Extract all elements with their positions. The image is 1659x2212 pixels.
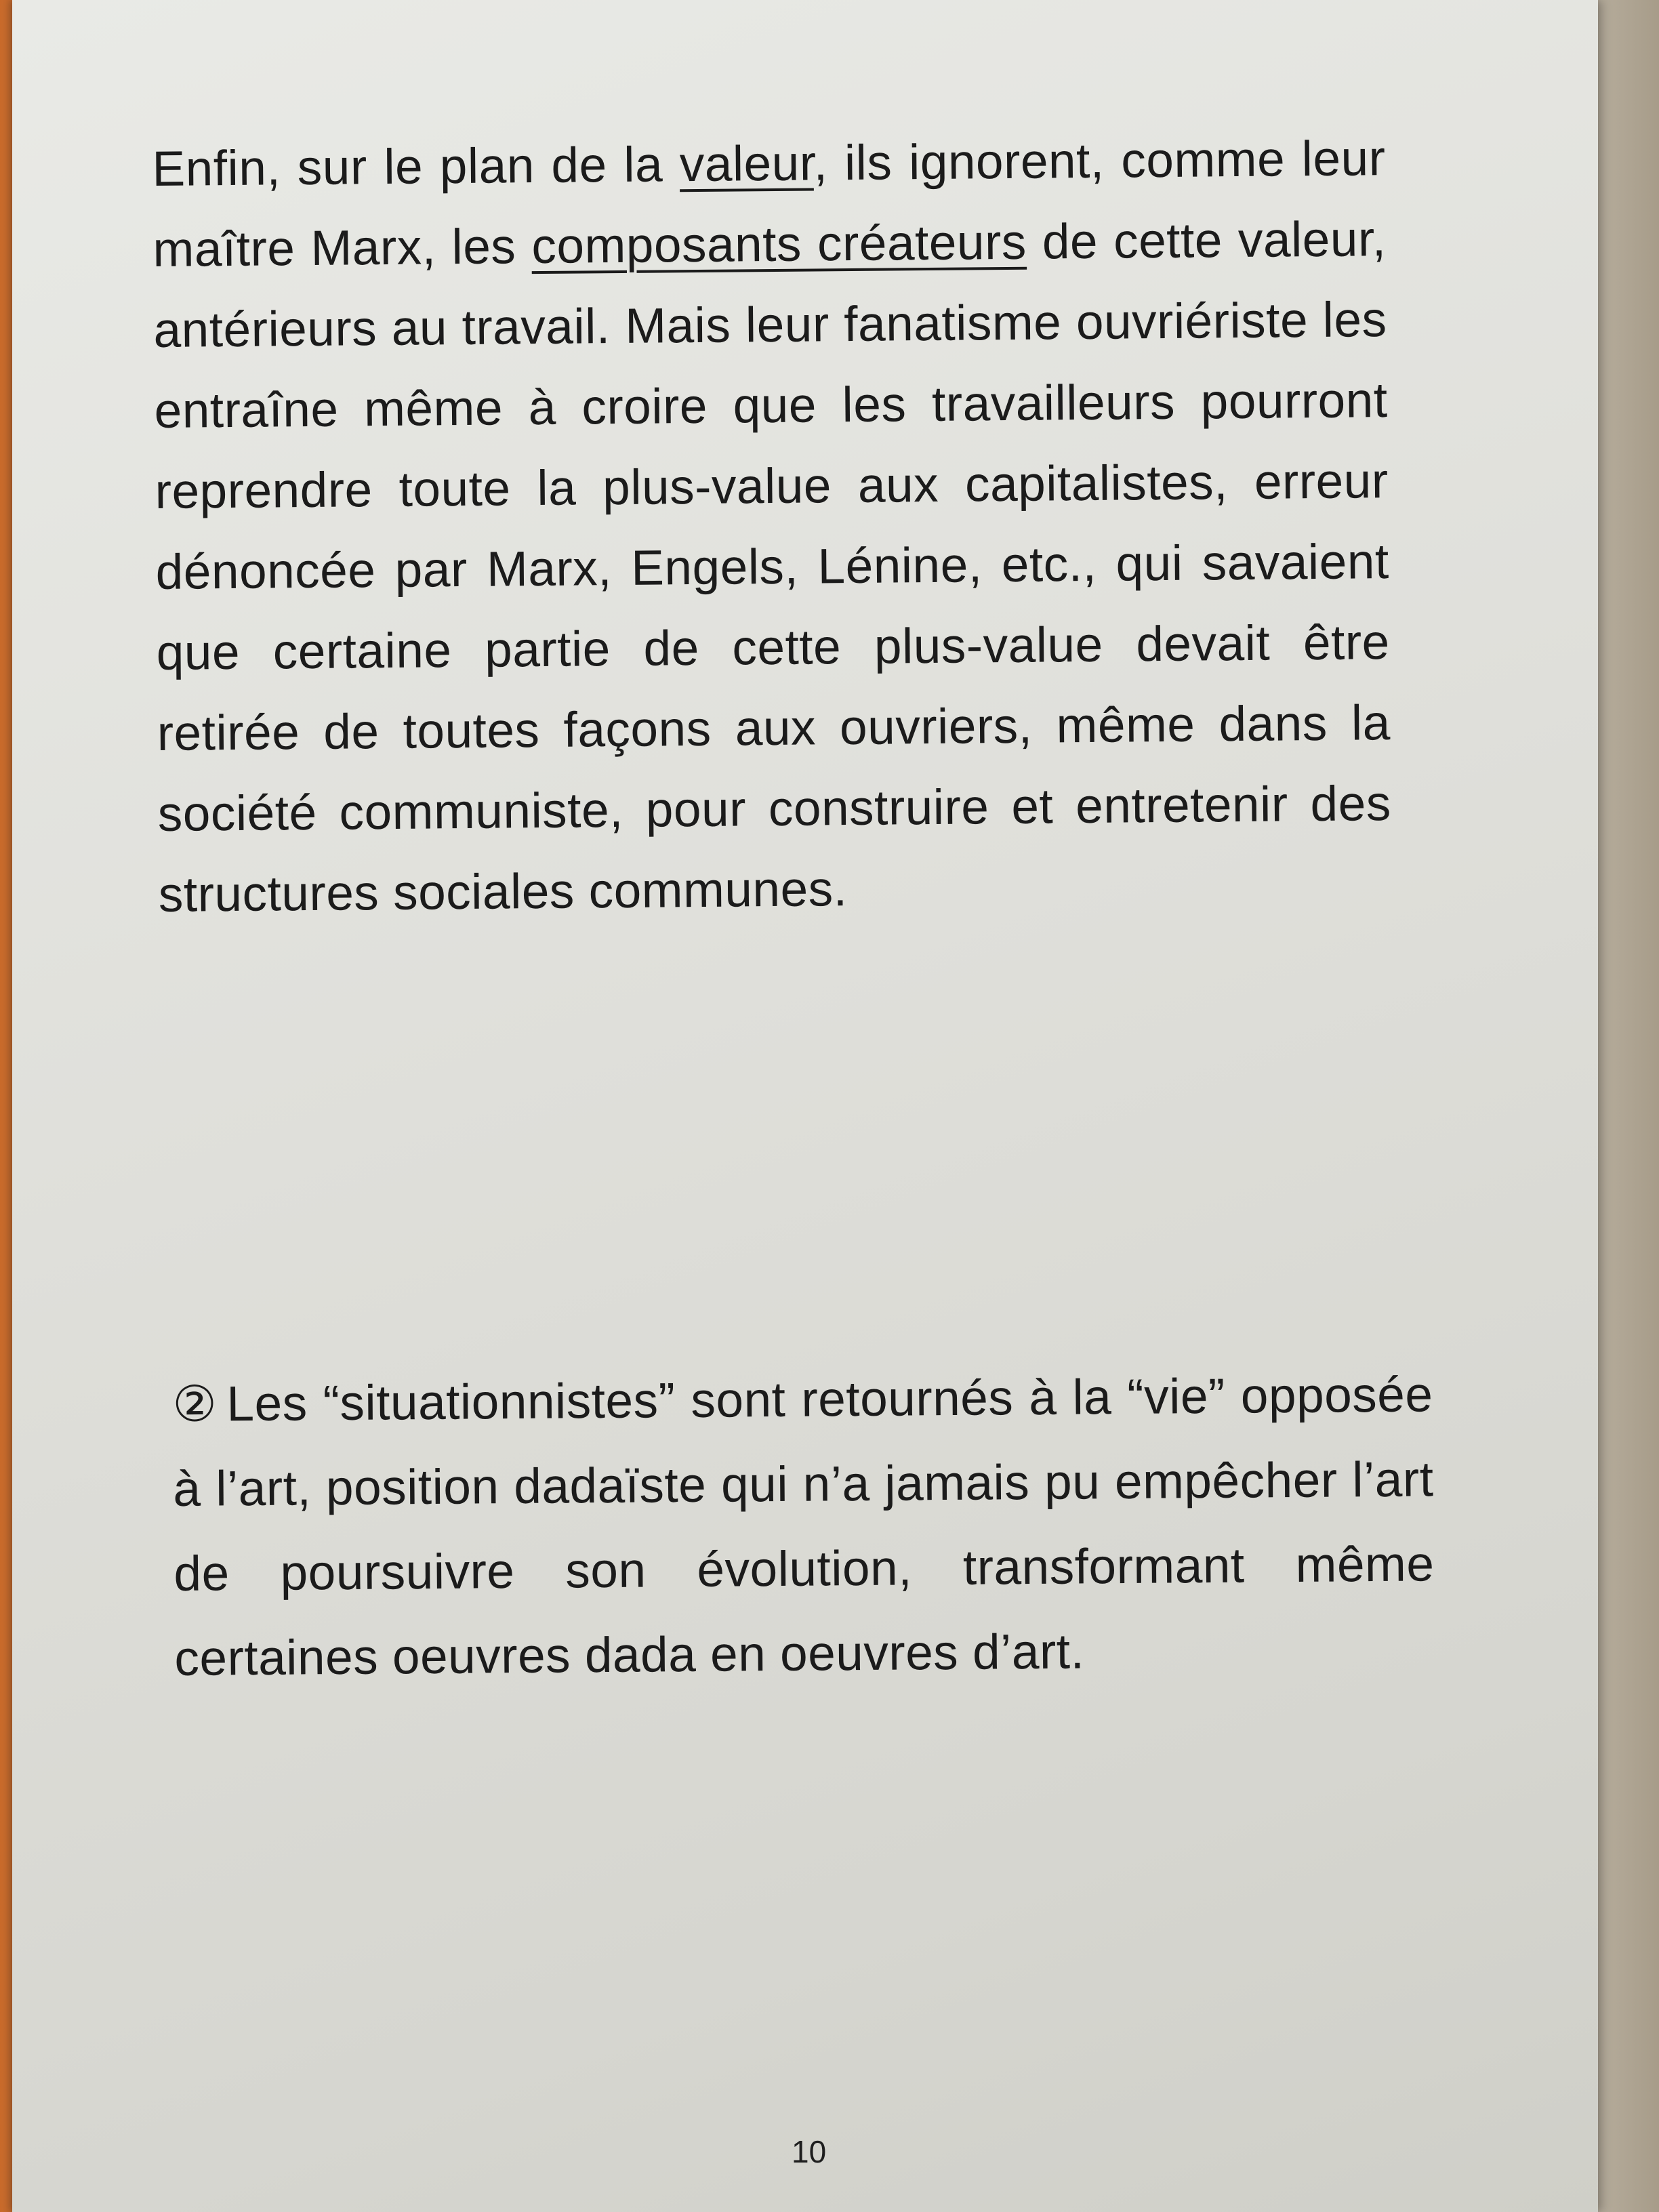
book-page [12,0,1598,2212]
paragraph-text: de cette valeur, antérieurs au travail. Mais leur fanatisme ouvriériste les entraîne même à croire que les travailleurs pourront reprendre toute la plus-value aux capitalistes, erreur dénoncée par Marx, Engels, Lénine, etc., qui savaient que certaine partie de cette plus-value devait être retirée de toutes façons aux ouvriers, même dans la société communiste, pour construire et entretenir des structures sociales communes. [153,211,1392,922]
note-text: Les “situationnistes” sont retournés à la “vie” opposée à l’art, position dadaïste qui n’a jamais pu empêcher l’art de poursuivre son évolution, transformant même certaines oeuvres dada en oeuvres d’art. [173,1367,1435,1686]
underlined-term-valeur: valeur [679,136,814,192]
paragraph-text: Enfin, sur le plan de la [152,137,680,197]
paragraph-text: , ils ignorent, comme leur maître Marx, les [152,131,1386,277]
note-number-marker: ② [172,1376,218,1432]
note-paragraph-situationnistes [172,1352,1435,1701]
page-number: 10 [792,2134,827,2169]
paragraph-valeur [152,118,1392,935]
underlined-term-composants-createurs: composants créateurs [531,214,1027,274]
